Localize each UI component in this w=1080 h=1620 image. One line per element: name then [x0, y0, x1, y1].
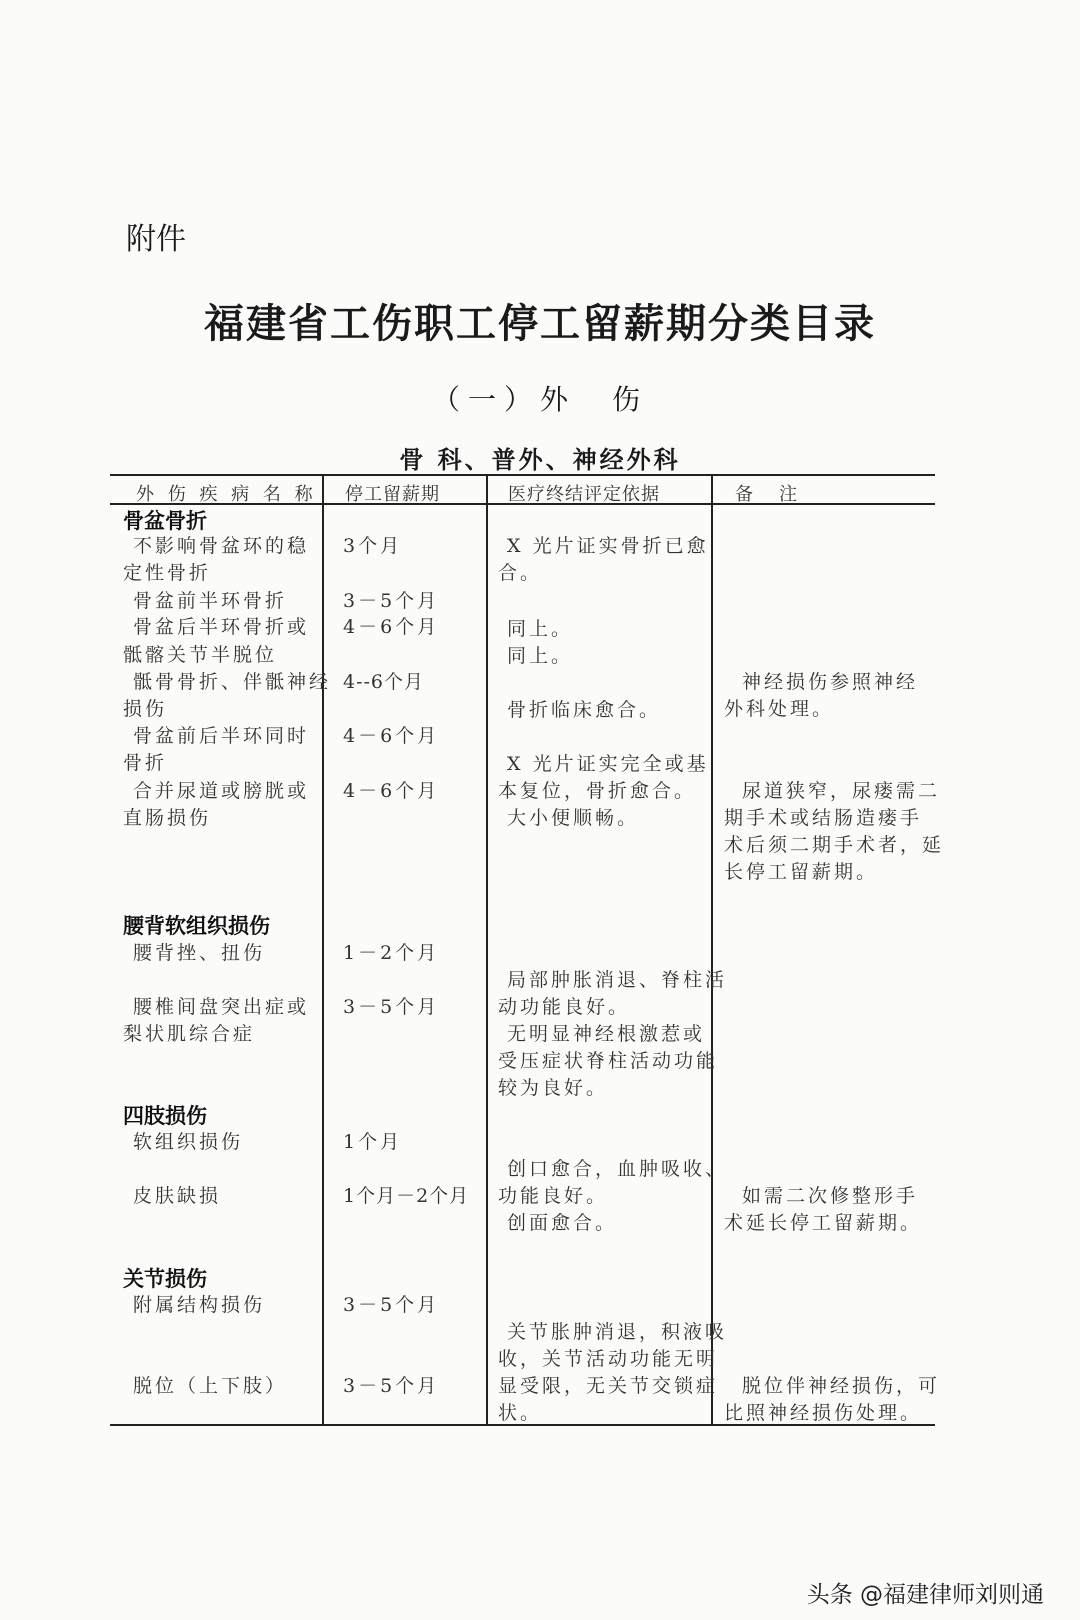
row-basis-line: 局部肿胀消退、脊柱活: [507, 969, 728, 991]
row-note-line: 术延长停工留薪期。: [724, 1212, 923, 1234]
row-name-line: 腰背挫、扭伤: [133, 942, 266, 964]
row-period: 1个月－2个月: [343, 1185, 470, 1207]
row-name-line: 合并尿道或膀胱或: [133, 780, 310, 802]
row-basis-line: 骨折临床愈合。: [507, 699, 662, 721]
row-note-line: 术后须二期手术者，延: [724, 834, 945, 856]
row-name-line: 腰椎间盘突出症或: [133, 996, 310, 1018]
column-divider: [322, 476, 324, 1425]
row-name-line: 骶髂关节半脱位: [123, 644, 278, 666]
row-basis-line: 收，关节活动功能无明: [498, 1348, 719, 1370]
group-title: 关节损伤: [123, 1267, 207, 1291]
row-name-line: 骶骨骨折、伴骶神经: [133, 671, 332, 693]
row-basis-line: 同上。: [507, 645, 574, 667]
row-basis-line: 关节胀肿消退，积液吸: [507, 1321, 728, 1343]
column-divider: [486, 476, 488, 1425]
row-note-line: 如需二次修整形手: [742, 1185, 919, 1207]
row-basis-line: 功能良好。: [498, 1185, 609, 1207]
row-name-line: 附属结构损伤: [133, 1294, 266, 1316]
row-note-line: 外科处理。: [724, 698, 835, 720]
group-title: 腰背软组织损伤: [123, 914, 270, 938]
column-divider: [711, 476, 713, 1425]
row-note-line: 脱位伴神经损伤，可: [742, 1375, 941, 1397]
row-period: 3－5个月: [343, 1375, 440, 1397]
row-name-line: 直肠损伤: [123, 807, 212, 829]
row-period: 1－2个月: [343, 942, 440, 964]
row-period: 3个月: [343, 535, 403, 557]
row-basis-line: 较为良好。: [498, 1077, 609, 1099]
subsection-title: 骨 科、普外、神经外科: [399, 445, 681, 474]
row-period: 4－6个月: [343, 780, 440, 802]
row-basis-line: X 光片证实骨折已愈: [507, 535, 709, 557]
row-name-line: 定性骨折: [123, 562, 212, 584]
row-basis-line: 受压症状脊柱活动功能: [498, 1050, 719, 1072]
row-basis-line: 合。: [498, 562, 543, 584]
row-basis-line: 本复位，骨折愈合。: [498, 780, 697, 802]
row-basis-line: 动功能良好。: [498, 996, 631, 1018]
row-period: 3－5个月: [343, 996, 440, 1018]
row-basis-line: 创面愈合。: [507, 1212, 618, 1234]
row-period: 3－5个月: [343, 1294, 440, 1316]
row-period: 4--6个月: [343, 671, 425, 693]
document-title: 福建省工伤职工停工留薪期分类目录: [204, 301, 876, 347]
row-name-line: 骨盆前后半环同时: [133, 725, 310, 747]
table-top-rule: [110, 474, 935, 476]
row-name-line: 骨盆前半环骨折: [133, 590, 288, 612]
header-basis: 医疗终结评定依据: [508, 484, 660, 505]
row-period: 4－6个月: [343, 616, 440, 638]
attachment-label: 附件: [126, 222, 186, 257]
row-name-line: 软组织损伤: [133, 1131, 244, 1153]
row-name-line: 不影响骨盆环的稳: [133, 535, 310, 557]
header-leave-period: 停工留薪期: [345, 484, 440, 505]
row-basis-line: 显受限，无关节交锁症: [498, 1375, 719, 1397]
header-note: 备 注: [735, 484, 801, 505]
row-basis-line: 无明显神经根激惹或: [507, 1023, 706, 1045]
row-note-line: 神经损伤参照神经: [742, 671, 919, 693]
row-period: 3－5个月: [343, 590, 440, 612]
row-period: 4－6个月: [343, 725, 440, 747]
row-name-line: 骨折: [123, 752, 168, 774]
row-note-line: 尿道狭窄，尿瘘需二: [742, 780, 941, 802]
row-basis-line: X 光片证实完全或基: [507, 753, 709, 775]
row-name-line: 骨盆后半环骨折或: [133, 616, 310, 638]
row-basis-line: 同上。: [507, 618, 574, 640]
row-name-line: 损伤: [123, 698, 168, 720]
row-note-line: 比照神经损伤处理。: [724, 1402, 923, 1424]
header-disease-name: 外 伤 疾 病 名 称: [136, 484, 317, 505]
group-title: 骨盆骨折: [123, 509, 207, 533]
row-note-line: 长停工留薪期。: [724, 861, 879, 883]
section-title: （一）外 伤: [431, 383, 648, 416]
row-basis-line: 大小便顺畅。: [507, 807, 640, 829]
group-title: 四肢损伤: [123, 1104, 207, 1128]
row-period: 1个月: [343, 1131, 403, 1153]
row-name-line: 脱位（上下肢）: [133, 1375, 288, 1397]
row-basis-line: 创口愈合，血肿吸收、: [507, 1158, 728, 1180]
footer-watermark: 头条 @福建律师刘则通: [806, 1582, 1044, 1608]
row-name-line: 梨状肌综合症: [123, 1023, 256, 1045]
row-note-line: 期手术或结肠造瘘手: [724, 807, 923, 829]
row-basis-line: 状。: [498, 1402, 543, 1424]
row-name-line: 皮肤缺损: [133, 1185, 222, 1207]
